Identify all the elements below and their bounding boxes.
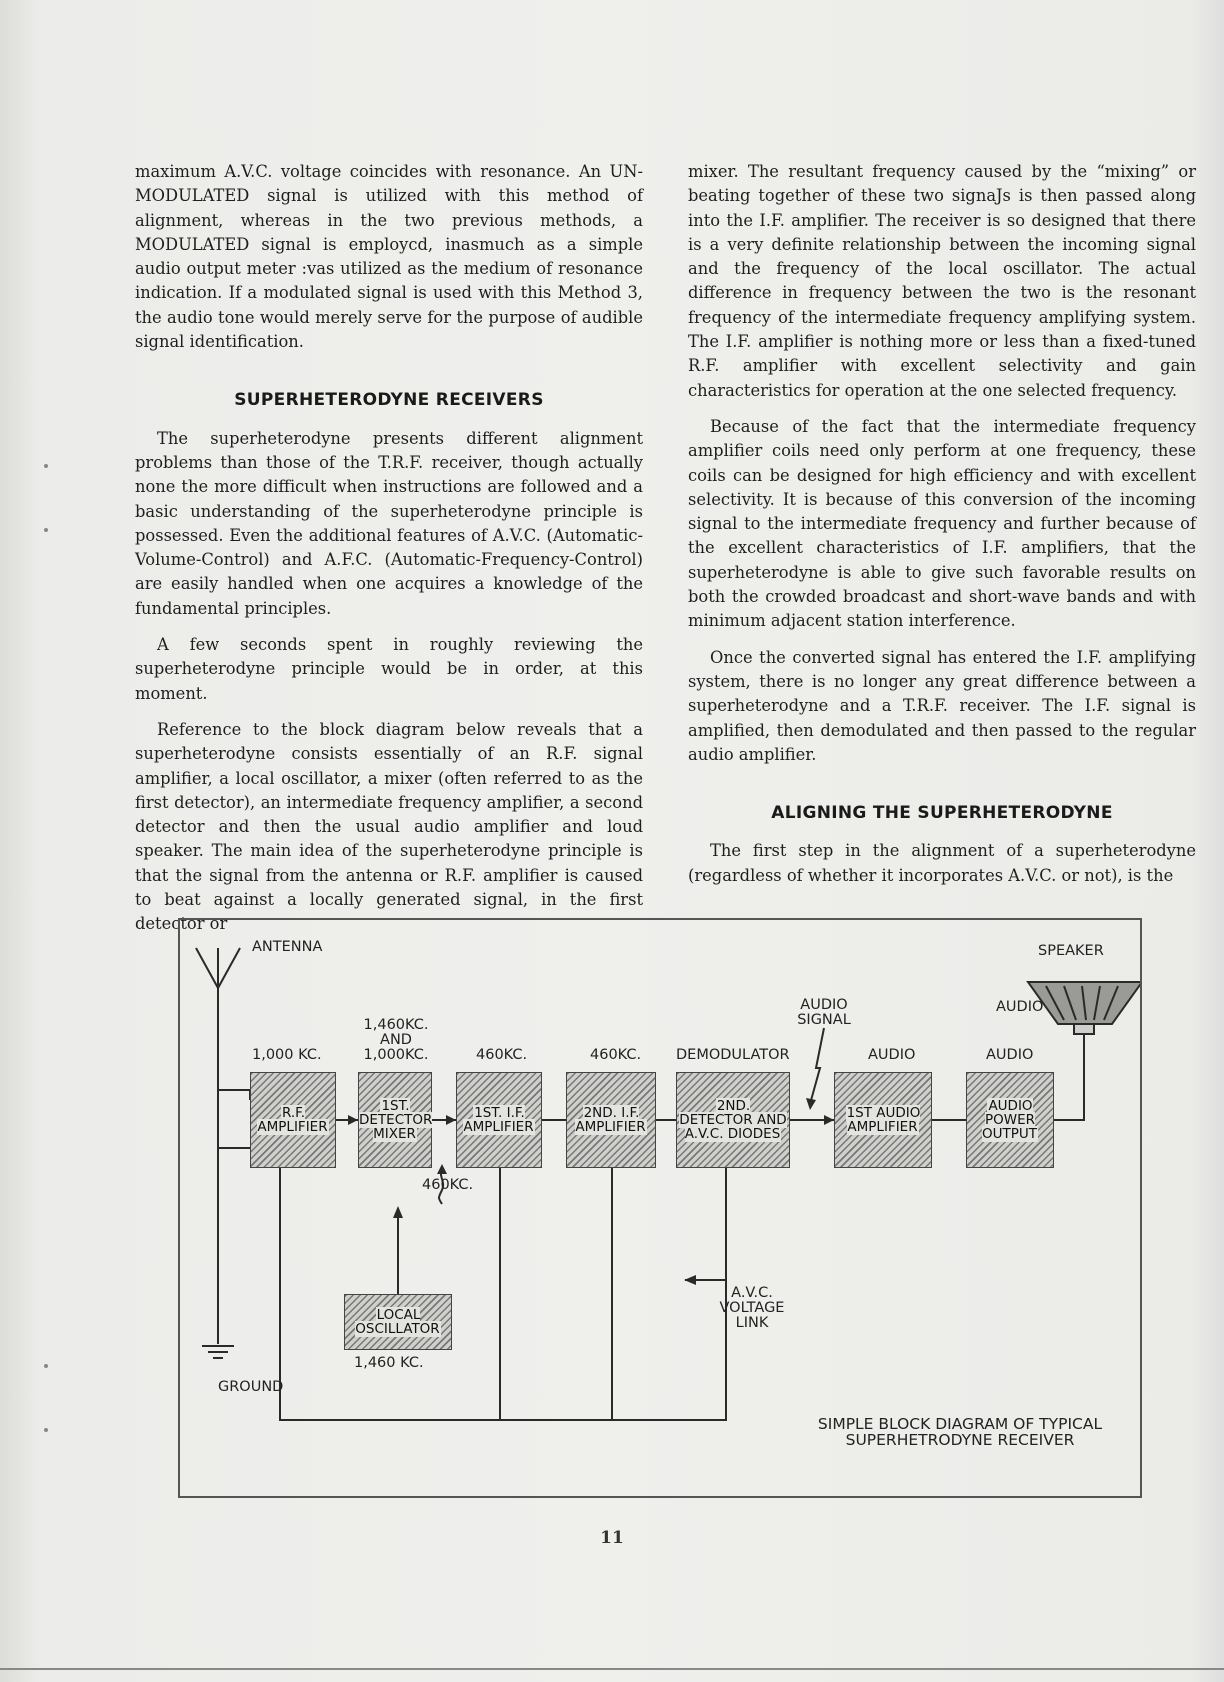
audio-label-1: AUDIO xyxy=(868,1047,916,1063)
freq-label-mixer: 1,460KC. AND 1,000KC. xyxy=(363,1017,429,1063)
block-label: 1ST. I.F. AMPLIFIER xyxy=(463,1105,534,1135)
block-label: 1ST. DETECTOR MIXER xyxy=(359,1098,433,1142)
speaker-label: SPEAKER xyxy=(1038,943,1104,959)
block-diagram xyxy=(178,918,1142,1498)
block-label: R.F. AMPLIFIER xyxy=(257,1105,328,1135)
freq-label-if2: 460KC. xyxy=(590,1047,642,1063)
paragraph: Once the converted signal has entered the I.F. amplifying system, there is no longer any great difference between a superheterodyne and a T.R.F. receiver. The I.F. signal is amplified, then demodulated and then passed to the regular audio amplifier. xyxy=(688,647,1196,764)
audio-power-block xyxy=(966,1072,1054,1168)
audio-signal-label: AUDIO SIGNAL xyxy=(797,997,851,1028)
paragraph: maximum A.V.C. voltage coincides with resonance. An UN-MODULATED signal is utilized with this method of alignment, whereas in the two previous methods, a MODULATED signal is employcd, inasmuch as a simple audio output meter :vas utilized as the medium of resonance indication. If a modulated signal is used with this Method 3, the audio tone would merely serve for the purpose of audible signal identification. xyxy=(135,162,643,352)
ground-label: GROUND xyxy=(218,1379,284,1395)
diagram-caption: SIMPLE BLOCK DIAGRAM OF TYPICAL SUPERHETRODYNE RECEIVER xyxy=(817,1415,1103,1449)
margin-speck xyxy=(44,1428,48,1432)
left-column xyxy=(135,160,643,949)
antenna-label: ANTENNA xyxy=(252,939,323,955)
margin-speck xyxy=(44,528,48,532)
audio-amplifier-block xyxy=(834,1072,932,1168)
paragraph: Because of the fact that the intermediate frequency amplifier coils need only perform at one frequency, these coils can be designed for high efficiency and with excellent selectivity. It is because of this conversion of the incoming signal to the intermediate frequency and further because of the excellent characteristics of I.F. amplifiers, that the superheterodyne is able to give such favorable results on both the crowded broadcast and short-wave bands and with minimum adjacent station interference. xyxy=(688,416,1196,631)
paragraph: The first step in the alignment of a superheterodyne (regardless of whether it incorporates A.V.C. or not), is the xyxy=(688,841,1196,885)
paragraph: Reference to the block diagram below reveals that a superheterodyne consists essentially of an R.F. signal amplifier, a local oscillator, a mixer (often referred to as the first detector), an intermediate frequency amplifier, a second detector and then the usual audio amplifier and loud speaker. The main idea of the superheterodyne principle is that the signal from the antenna or R.F. amplifier is caused to beat against a locally generated signal, in the first detector or xyxy=(135,719,643,934)
paragraph: mixer. The resultant frequency caused by the “mixing” or beating together of these two signaJs is then passed along into the I.F. amplifier. The receiver is so designed that there is a very definite relationship between the incoming signal and the frequency of the local oscillator. The actual difference in frequency between the two is the resonant frequency of the intermediate frequency amplifying system. The I.F. amplifier is nothing more or less than a fixed-tuned R.F. amplifier with excellent selectivity and gain characteristics for operation at the one selected frequency. xyxy=(688,162,1196,400)
page-number: 11 xyxy=(600,1528,624,1548)
right-column xyxy=(688,160,1196,900)
audio-label-2: AUDIO xyxy=(986,1047,1034,1063)
freq-label-if1: 460KC. xyxy=(476,1047,528,1063)
block-label: 1ST AUDIO AMPLIFIER xyxy=(846,1105,921,1135)
second-detector-block xyxy=(676,1072,790,1168)
paragraph: The superheterodyne presents different alignment problems than those of the T.R.F. receiver, though actually none the more difficult when instructions are followed and a basic understanding of the superheterodyne principle is possessed. Even the additional features of A.V.C. (Automatic-Volume-Control) and A.F.C. (Automatic-Frequency-Control) are easily handled when one acquires a knowledge of the fundamental principles. xyxy=(135,428,643,618)
local-oscillator-block xyxy=(344,1294,452,1350)
section-heading: ALIGNING THE SUPERHETERODYNE xyxy=(771,803,1113,824)
section-heading: SUPERHETERODYNE RECEIVERS xyxy=(234,390,544,411)
audio-speaker-label: AUDIO xyxy=(996,999,1044,1015)
demodulator-label: DEMODULATOR xyxy=(676,1047,790,1063)
block-label: LOCAL OSCILLATOR xyxy=(355,1307,440,1337)
margin-speck xyxy=(44,1364,48,1368)
mixer-block xyxy=(358,1072,432,1168)
avc-link-label: A.V.C. VOLTAGE LINK xyxy=(719,1285,785,1331)
oscillator-freq-label: 1,460 KC. xyxy=(354,1355,424,1371)
freq-label-rf: 1,000 KC. xyxy=(252,1047,322,1063)
block-label: 2ND. I.F. AMPLIFIER xyxy=(575,1105,646,1135)
freq-label-below-mixer: 460KC. xyxy=(422,1177,474,1193)
margin-speck xyxy=(44,464,48,468)
rf-amplifier-block xyxy=(250,1072,336,1168)
block-label: 2ND. DETECTOR AND A.V.C. DIODES xyxy=(679,1098,787,1142)
paragraph: A few seconds spent in roughly reviewing the superheterodyne principle would be in order, at this moment. xyxy=(135,635,643,703)
if1-amplifier-block xyxy=(456,1072,542,1168)
speaker-icon xyxy=(1028,982,1140,1034)
if2-amplifier-block xyxy=(566,1072,656,1168)
bottom-edge-line xyxy=(0,1668,1224,1670)
block-label: AUDIO POWER OUTPUT xyxy=(981,1098,1038,1142)
